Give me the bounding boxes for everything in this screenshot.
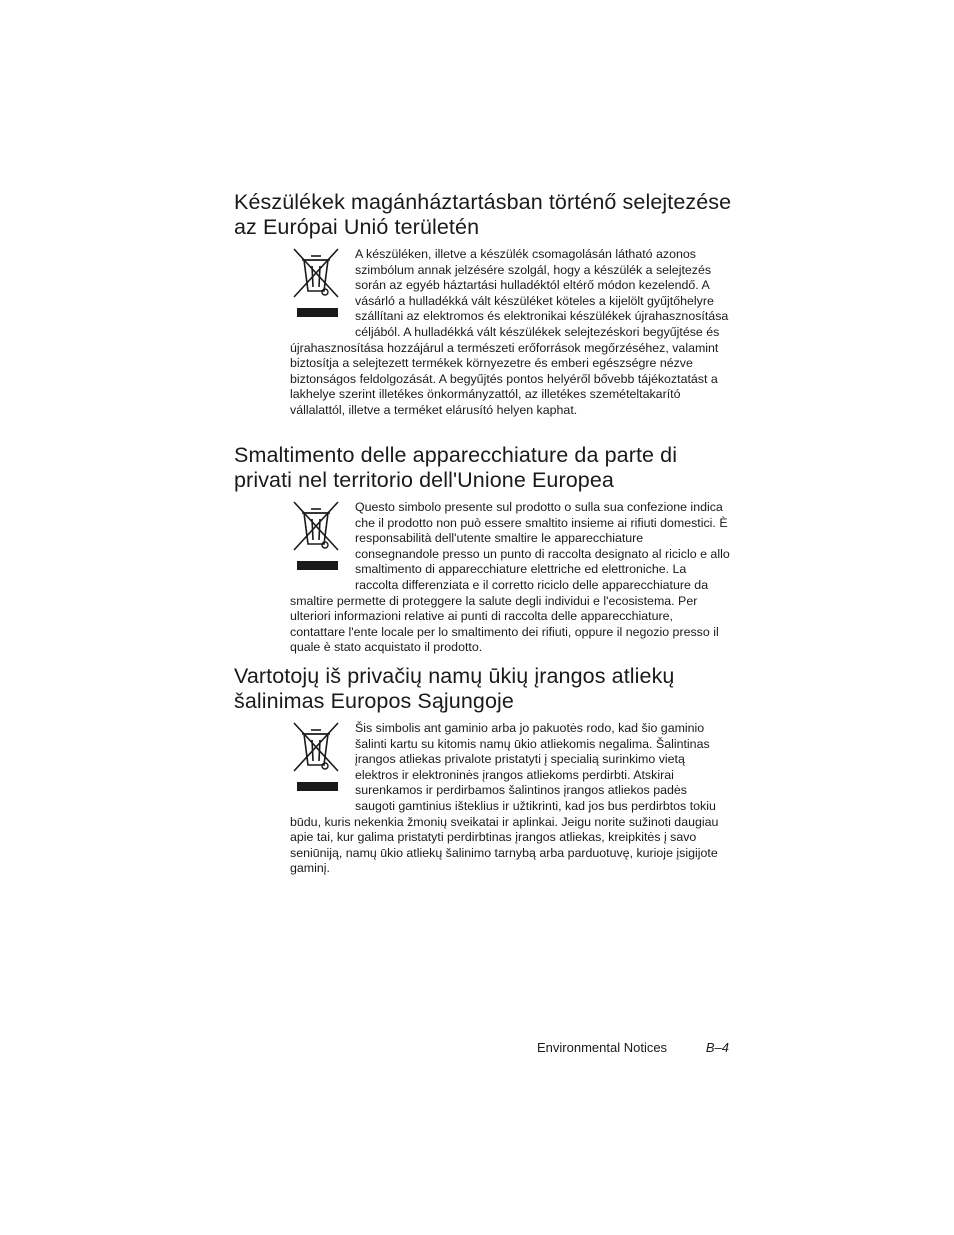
section-body-text: Šis simbolis ant gaminio arba jo pakuotės rodo, kad šio gaminio šalinti kartu su kitomis namų ūkio atliekomis negalima. Šalintinas įrangos atliekas privalote pristatyti į specialią surinkimo vietą elektros ir elektroninės įrangos atliekoms perdirbti. Atskirai surenkamos ir perdirbamos šalintinos įrangos atliekos padės saugoti gamtinius išteklius ir užtikrinti, kad jos bus perdirbtos tokiu būdu, kuris nekenkia žmonių sveikatai ir aplinkai. Jeigu norite sužinoti daugiau apie tai, kur galima pristatyti perdirbtinas įrangos atliekas, kreipkitės į savo seniūniją, namų ūkio atliekų šalinimo tarnybą arba parduotuvę, kurioje įsigijote gaminį. — [290, 721, 719, 876]
page-number: B–4 — [705, 1040, 729, 1055]
section-heading: Vartotojų iš privačių namų ūkių įrangos atliekų šalinimas Europos Sąjungoje — [234, 664, 675, 713]
weee-symbol — [290, 500, 350, 580]
crossed-out-wheelie-bin-icon — [290, 247, 350, 327]
weee-symbol — [290, 247, 350, 327]
section-body — [290, 500, 730, 656]
section-hungarian — [234, 190, 734, 419]
footer-chapter-label: Environmental Notices — [537, 1040, 668, 1055]
section-lithuanian — [234, 664, 734, 877]
section-body-text: Questo simbolo presente sul prodotto o sulla sua confezione indica che il prodotto non può essere smaltito insieme ai rifiuti domestici. È responsabilità dell'utente smaltire le apparecchiature consegnandole presso un punto di raccolta designato al riciclo e allo smaltimento di apparecchiature elettriche ed elettroniche. La raccolta differenziata e il corretto riciclo delle apparecchiature da smaltire permette di proteggere la salute degli individui e l'ecosistema. Per ulteriori informazioni relative ai punti di raccolta delle apparecchiature, contattare l'ente locale per lo smaltimento dei rifiuti, oppure il negozio presso il quale è stato acquistato il prodotto. — [290, 500, 730, 655]
section-body — [290, 247, 730, 419]
section-heading: Smaltimento delle apparecchiature da parte di privati nel territorio dell'Unione Europea — [234, 443, 678, 492]
section-italian — [234, 443, 734, 656]
weee-symbol — [290, 721, 350, 801]
section-body — [290, 721, 730, 877]
crossed-out-wheelie-bin-icon — [290, 721, 350, 801]
crossed-out-wheelie-bin-icon — [290, 500, 350, 580]
section-heading: Készülékek magánháztartásban történő selejtezése az Európai Unió területén — [234, 190, 732, 239]
section-body-text: A készüléken, illetve a készülék csomagolásán látható azonos szimbólum annak jelzésére szolgál, hogy a készülék a selejtezés során az egyéb háztartási hulladéktól eltérő módon kezelendő. A vásárló a hulladékká vált készüléket köteles a kijelölt gyűjtőhelyre szállítani az elektromos és elektronikai készülékek újrahasznosítása céljából. A hulladékká vált készülékek selejtezéskori begyűjtése és újrahasznosítása hozzájárul a természeti erőforrások megőrzéséhez, valamint biztosítja a selejtezett termékek környezetre és emberi egészségre nézve biztonságos feldolgozását. A begyűjtés pontos helyéről bővebb tájékoztatást a lakhelye szerint illetékes önkormányzattól, az illetékes szemételtakarító vállalattól, illetve a terméket elárusító helyen kaphat. — [290, 247, 729, 417]
